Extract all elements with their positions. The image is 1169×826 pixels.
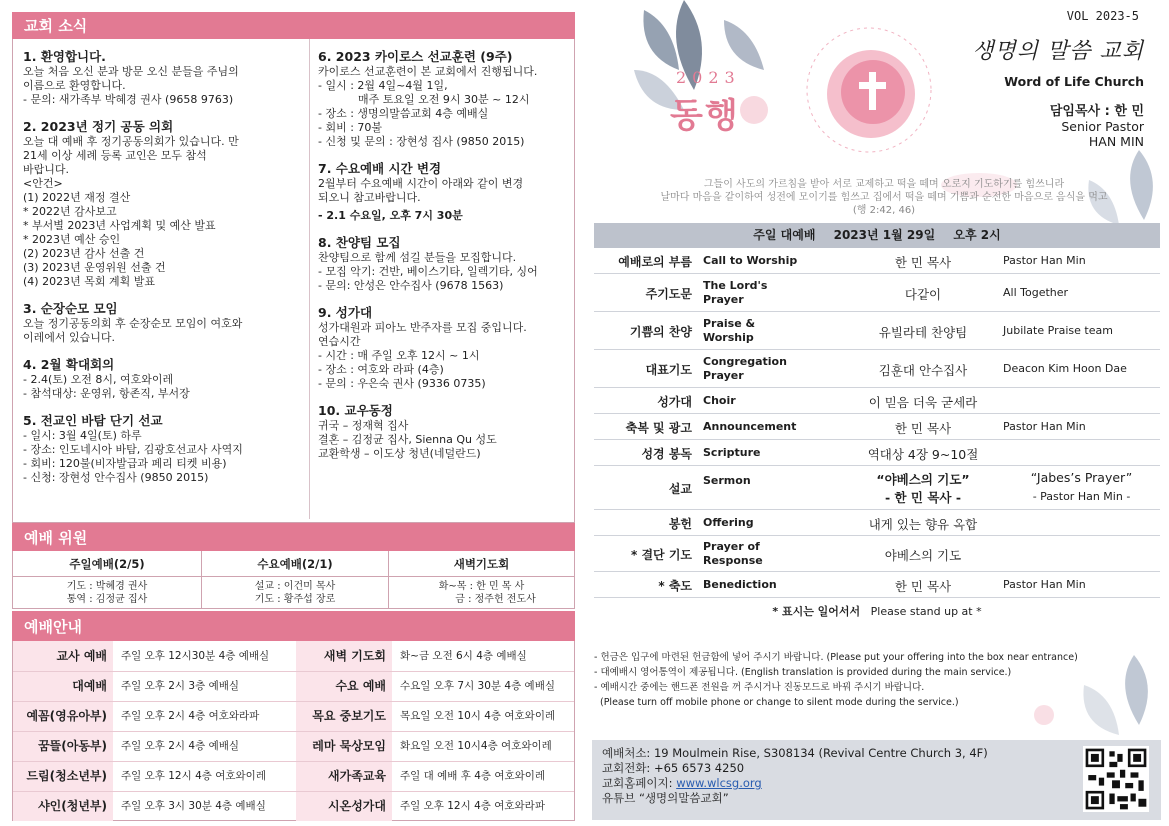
worship-item-korean: 기쁨의 찬양	[629, 325, 692, 339]
guide-service-name: 샤인(청년부)	[13, 791, 113, 821]
guide-divider	[13, 761, 574, 762]
news-item-line: 되오니 참고바랍니다.	[318, 191, 421, 204]
worship-item-korean: * 축도	[658, 579, 692, 593]
worship-item-leader: 내게 있는 향유 옥합	[868, 517, 978, 532]
guide-service-name: 시온성가대	[296, 791, 392, 821]
staff-head: 주일예배(2/5)	[13, 551, 201, 577]
guide-service-time: 주일 오후 2시 4층 예배실	[121, 740, 239, 752]
news-item-line: - 시간 : 매 주일 오후 12시 ~ 1시	[318, 349, 480, 362]
staff-cell-dawn	[389, 551, 574, 609]
news-item-line: - 일시 : 2월 4일~4월 1일,	[318, 79, 448, 92]
staff-cell-wednesday	[202, 551, 389, 609]
guide-service-name: 새가족교육	[296, 761, 392, 791]
guide-row	[13, 641, 574, 671]
worship-item-korean: 예배로의 부름	[618, 255, 692, 269]
news-item-title: 8. 찬양팀 모집	[318, 235, 401, 250]
guide-service-time: 목요일 오전 10시 4층 여호와이레	[400, 710, 556, 722]
news-item-title: 6. 2023 카이로스 선교훈련 (9주)	[318, 49, 513, 64]
news-item-line: (2) 2023년 감사 선출 건	[23, 247, 145, 260]
news-item-line: 매주 토요일 오전 9시 30분 ~ 12시	[358, 93, 530, 106]
news-item-title: 1. 환영합니다.	[23, 49, 106, 64]
website-label: 교회홈페이지:	[602, 776, 677, 790]
news-section-header	[12, 12, 575, 39]
service-name: 주일 대예배	[753, 228, 816, 242]
worship-item-leader: 한 민 목사	[894, 579, 952, 594]
guide-divider	[13, 701, 574, 702]
guide-divider	[13, 731, 574, 732]
note-line: - 헌금은 입구에 마련된 헌금함에 넣어 주시기 바랍니다. (Please put your offering into the box near entrance)	[594, 652, 1078, 663]
news-item-line: 바랍니다.	[23, 163, 70, 176]
guide-row	[13, 731, 574, 761]
news-item-line: 연습시간	[318, 335, 361, 348]
senior-pastor-korean: 담임목사 : 한 민	[1049, 104, 1144, 119]
qr-code-icon[interactable]	[1083, 746, 1149, 812]
worship-item-leader: 야베스의 기도	[884, 548, 962, 563]
service-header	[594, 223, 1160, 248]
worship-item-korean: 축복 및 광고	[625, 421, 692, 435]
news-section-title: 교회 소식	[24, 17, 88, 35]
logo-seal-icon	[784, 20, 954, 160]
news-item-line: (1) 2022년 재정 결산	[23, 191, 131, 204]
news-item-line: - 2.4(토) 오전 8시, 여호와이레	[23, 373, 174, 386]
stand-note-english: Please stand up at *	[870, 605, 982, 618]
news-item	[23, 357, 299, 401]
news-item-line: 이름으로 환영합니다.	[23, 79, 126, 92]
guide-row	[13, 791, 574, 821]
verse-line: 날마다 마음을 같이하여 성전에 모이기를 힘쓰고 집에서 떡을 떼며 기쁨과 순전한 마음으로 음식을 먹고	[660, 192, 1108, 203]
guide-service-name: 목요 중보기도	[296, 701, 392, 731]
worship-order-row	[594, 350, 1160, 388]
right-page	[584, 0, 1169, 826]
worship-order-row	[594, 248, 1160, 274]
worship-order-row	[594, 466, 1160, 510]
news-item-line: (4) 2023년 목회 계획 발표	[23, 275, 155, 288]
worship-order-row	[594, 572, 1160, 598]
worship-item-leader: 한 민 목사	[894, 421, 952, 436]
service-notes	[594, 650, 1164, 710]
worship-item-english-leader: Jubilate Praise team	[1003, 324, 1113, 337]
service-date: 2023년 1월 29일	[833, 228, 936, 242]
senior-pastor-title: Senior Pastor	[1061, 119, 1144, 134]
staff-section-title: 예배 위원	[24, 528, 88, 547]
guide-service-name: 드림(청소년부)	[13, 761, 113, 791]
church-name-korean: 생명의 말씀 교회	[972, 39, 1144, 64]
worship-item-korean: 성경 봉독	[641, 447, 692, 461]
guide-service-name: 예꼼(영유아부)	[13, 701, 113, 731]
verse-reference: (행 2:42, 46)	[852, 205, 916, 216]
staff-head: 새벽기도회	[389, 551, 574, 577]
guide-service-name: 수요 예배	[296, 671, 392, 701]
contact-footer	[592, 740, 1161, 820]
worship-item-leader: 유빌라테 찬양팀	[878, 325, 968, 340]
worship-item-korean: * 결단 기도	[631, 548, 692, 562]
logo-theme-word: 동행	[670, 96, 740, 136]
news-item-line: 2월부터 수요예배 시간이 아래와 같이 변경	[318, 177, 524, 190]
left-page	[0, 0, 584, 826]
worship-item-korean: 주기도문	[645, 287, 692, 301]
news-item-line: 오늘 처음 오신 분과 방문 오신 분들을 주님의	[23, 65, 239, 78]
guide-divider	[13, 791, 574, 792]
worship-order-row	[594, 510, 1160, 536]
news-item	[318, 161, 571, 223]
staff-cell-sunday	[13, 551, 202, 609]
guide-row	[13, 701, 574, 731]
news-item-title: 4. 2월 확대회의	[23, 357, 115, 372]
worship-item-korean: 대표기도	[645, 363, 692, 377]
news-item-title: 7. 수요예배 시간 변경	[318, 161, 442, 176]
news-item-line: * 2023년 예산 승인	[23, 233, 121, 246]
guide-service-name: 새벽 기도회	[296, 641, 392, 671]
staff-line: 화~목 : 한 민 목 사	[438, 581, 525, 592]
news-item-line: * 부서별 2023년 사업계획 및 예산 발표	[23, 219, 216, 232]
news-item-line: - 문의: 안성은 안수집사 (9678 1563)	[318, 279, 504, 292]
worship-item-korean: 성가대	[657, 395, 692, 409]
church-youtube: 유튜브 “생명의말씀교회”	[602, 791, 729, 805]
stand-note	[594, 603, 1160, 619]
staff-line: 금 : 정주헌 전도사	[455, 594, 536, 605]
worship-item-english: Benediction	[703, 578, 777, 591]
worship-item-leader: 역대상 4장 9~10절	[867, 447, 979, 462]
worship-order-row	[594, 388, 1160, 414]
worship-item-leader: - 한 민 목사 -	[884, 490, 962, 505]
guide-row	[13, 671, 574, 701]
worship-item-leader: 이 믿음 더욱 굳세라	[868, 395, 978, 410]
worship-item-leader: “야베스의 기도”	[876, 472, 970, 487]
worship-item-english: Sermon	[703, 474, 751, 487]
guide-service-time: 주일 오후 12시 4층 여호와이레	[121, 770, 266, 782]
stand-note-korean: * 표시는 일어서서	[772, 605, 861, 618]
guide-row	[13, 761, 574, 791]
news-item	[23, 49, 299, 107]
news-item-line: - 회비 : 70불	[318, 121, 383, 134]
guide-service-time: 화요일 오전 10시4층 여호와이레	[400, 740, 552, 752]
guide-service-name: 교사 예배	[13, 641, 113, 671]
worship-item-english-leader: Pastor Han Min	[1003, 420, 1086, 433]
worship-item-leader: 김훈대 안수집사	[878, 363, 968, 378]
church-website	[602, 776, 1161, 791]
church-address: 예배처소: 19 Moulmein Rise, S308134 (Revival Centre Church 3, 4F)	[602, 746, 988, 760]
note-line: - 예배시간 중에는 핸드폰 전원을 꺼 주시거나 진동모드로 바꿔 주시기 바랍니다.	[594, 682, 925, 693]
volume-number: VOL 2023-5	[1066, 9, 1139, 23]
news-item-line: - 신청: 장현성 안수집사 (9850 2015)	[23, 471, 209, 484]
guide-service-time: 화~금 오전 6시 4층 예배실	[400, 650, 527, 662]
news-item-line: 귀국 – 정재혁 집사	[318, 419, 409, 432]
guide-service-time: 주일 오후 3시 30분 4층 예배실	[121, 800, 266, 812]
news-item	[318, 403, 571, 461]
guide-service-time: 주일 대 예배 후 4층 여호와이레	[400, 770, 546, 782]
worship-item-korean: 설교	[668, 482, 692, 496]
staff-line: 기도 : 황주섭 장로	[254, 594, 336, 605]
service-time: 오후 2시	[953, 228, 1001, 242]
news-item-line: 찬양팀으로 함께 섬길 분들을 모집합니다.	[318, 251, 517, 264]
news-item-line: - 문의: 새가족부 박혜경 권사 (9658 9763)	[23, 93, 234, 106]
staff-line: 설교 : 이건미 목사	[254, 581, 336, 592]
news-item-line: <안건>	[23, 177, 63, 190]
news-item-title: 5. 전교인 바탐 단기 선교	[23, 413, 163, 428]
worship-item-english-leader: Deacon Kim Hoon Dae	[1003, 362, 1127, 375]
note-line: (Please turn off mobile phone or change to silent mode during the service.)	[600, 697, 959, 708]
worship-order-row	[594, 536, 1160, 572]
church-phone: 교회전화: +65 6573 4250	[602, 761, 745, 775]
worship-item-english: Offering	[703, 516, 754, 529]
news-item	[318, 305, 571, 391]
news-item-title: 3. 순장순모 모임	[23, 301, 118, 316]
news-item-line: - 장소 : 여호와 라파 (4층)	[318, 363, 444, 376]
website-link[interactable]: www.wlcsg.org	[676, 776, 762, 790]
guide-service-name: 대예배	[13, 671, 113, 701]
news-column-right	[309, 39, 571, 519]
news-item-line: - 회비: 120불(비자발급과 페리 티켓 비용)	[23, 457, 227, 470]
news-item-line: 오늘 정기공동의회 후 순장순모 모임이 여호와	[23, 317, 243, 330]
news-item-line: - 문의 : 우은숙 권사 (9336 0735)	[318, 377, 486, 390]
church-name-english: Word of Life Church	[1004, 74, 1144, 89]
worship-item-english: Praise & Worship	[703, 317, 756, 344]
guide-section-header	[12, 611, 575, 641]
worship-order-row	[594, 414, 1160, 440]
news-section	[12, 39, 575, 523]
worship-item-english: The Lord's Prayer	[703, 279, 768, 306]
guide-service-time: 주일 오후 12시 4층 여호와라파	[400, 800, 545, 812]
news-item-line: 21세 이상 세례 등록 교인은 모두 참석	[23, 149, 207, 162]
guide-service-time: 주일 오후 12시30분 4층 예배실	[121, 650, 270, 662]
news-item-line: - 신청 및 문의 : 장현성 집사 (9850 2015)	[318, 135, 525, 148]
worship-item-english: Congregation Prayer	[703, 355, 787, 382]
news-item-line: - 2.1 수요일, 오후 7시 30분	[318, 209, 463, 222]
staff-line: 통역 : 김정균 집사	[66, 594, 148, 605]
news-item-title: 10. 교우동정	[318, 403, 393, 418]
guide-service-name: 꿈뜰(아동부)	[13, 731, 113, 761]
worship-item-english-leader: - Pastor Han Min -	[1032, 490, 1131, 503]
worship-item-english-leader: All Together	[1003, 286, 1069, 299]
worship-item-english-leader: Pastor Han Min	[1003, 254, 1086, 267]
news-item-line: 교환학생 – 이도상 청년(네덜란드)	[318, 447, 481, 460]
news-item	[23, 413, 299, 485]
news-item-line: - 장소: 인도네시아 바탐, 김광호선교사 사역지	[23, 443, 243, 456]
guide-service-time: 수요일 오후 7시 30분 4층 예배실	[400, 680, 555, 692]
staff-line: 기도 : 박혜경 권사	[66, 581, 148, 592]
worship-item-korean: 봉헌	[668, 517, 692, 531]
news-item-line: - 일시: 3월 4일(토) 하루	[23, 429, 142, 442]
news-item	[23, 119, 299, 289]
senior-pastor-name: HAN MIN	[1088, 134, 1144, 149]
worship-item-english: Call to Worship	[703, 254, 798, 267]
news-item	[318, 49, 571, 149]
guide-service-time: 주일 오후 2시 3층 예배실	[121, 680, 239, 692]
worship-item-english: Prayer of Response	[703, 540, 763, 567]
guide-service-time: 주일 오후 2시 4층 여호와라파	[121, 710, 260, 722]
worship-item-english-leader: Pastor Han Min	[1003, 578, 1086, 591]
worship-guide-table	[12, 641, 575, 821]
worship-order-row	[594, 312, 1160, 350]
logo-year: 2023	[676, 68, 741, 87]
worship-item-english-leader: “Jabes’s Prayer”	[1030, 470, 1133, 485]
guide-service-name: 레마 묵상모임	[296, 731, 392, 761]
news-item-line: 카이로스 선교훈련이 본 교회에서 진행됩니다.	[318, 65, 538, 78]
news-item-line: - 장소 : 생명의말씀교회 4층 예배실	[318, 107, 489, 120]
news-item-line: 이레에서 있습니다.	[23, 331, 116, 344]
worship-item-english: Announcement	[703, 420, 797, 433]
verse-line: 그들이 사도의 가르침을 받아 서로 교제하고 떡을 떼며 오로지 기도하기를 힘쓰니라	[703, 179, 1065, 190]
note-line: - 대예배시 영어통역이 제공됩니다. (English translation is provided during the main service.)	[594, 667, 1012, 678]
news-item-line: 오늘 대 예배 후 정기공동의회가 있습니다. 만	[23, 135, 239, 148]
worship-item-leader: 다같이	[904, 287, 942, 302]
worship-order-row	[594, 274, 1160, 312]
worship-item-english: Choir	[703, 394, 736, 407]
staff-head: 수요예배(2/1)	[202, 551, 388, 577]
staff-table	[12, 551, 575, 609]
news-column-left	[23, 39, 299, 485]
news-item-line: 성가대원과 피아노 반주자를 모집 중입니다.	[318, 321, 527, 334]
scripture-verse	[614, 178, 1154, 217]
news-item-line: (3) 2023년 운영위원 선출 건	[23, 261, 166, 274]
news-item-line: 결혼 – 김정균 집사, Sienna Qu 성도	[318, 433, 497, 446]
news-item-line: - 모집 악기: 건반, 베이스기타, 일렉기타, 싱어	[318, 265, 538, 278]
worship-order-row	[594, 440, 1160, 466]
worship-item-english: Scripture	[703, 446, 761, 459]
news-item-title: 2. 2023년 정기 공동 의회	[23, 119, 174, 134]
worship-item-leader: 한 민 목사	[894, 255, 952, 270]
guide-section-title: 예배안내	[24, 617, 82, 636]
staff-section-header	[12, 523, 575, 551]
news-item	[23, 301, 299, 345]
news-item	[318, 235, 571, 293]
news-item-title: 9. 성가대	[318, 305, 373, 320]
news-item-line: * 2022년 감사보고	[23, 205, 117, 218]
news-item-line: - 참석대상: 운영위, 항존직, 부서장	[23, 387, 190, 400]
guide-divider	[13, 671, 574, 672]
